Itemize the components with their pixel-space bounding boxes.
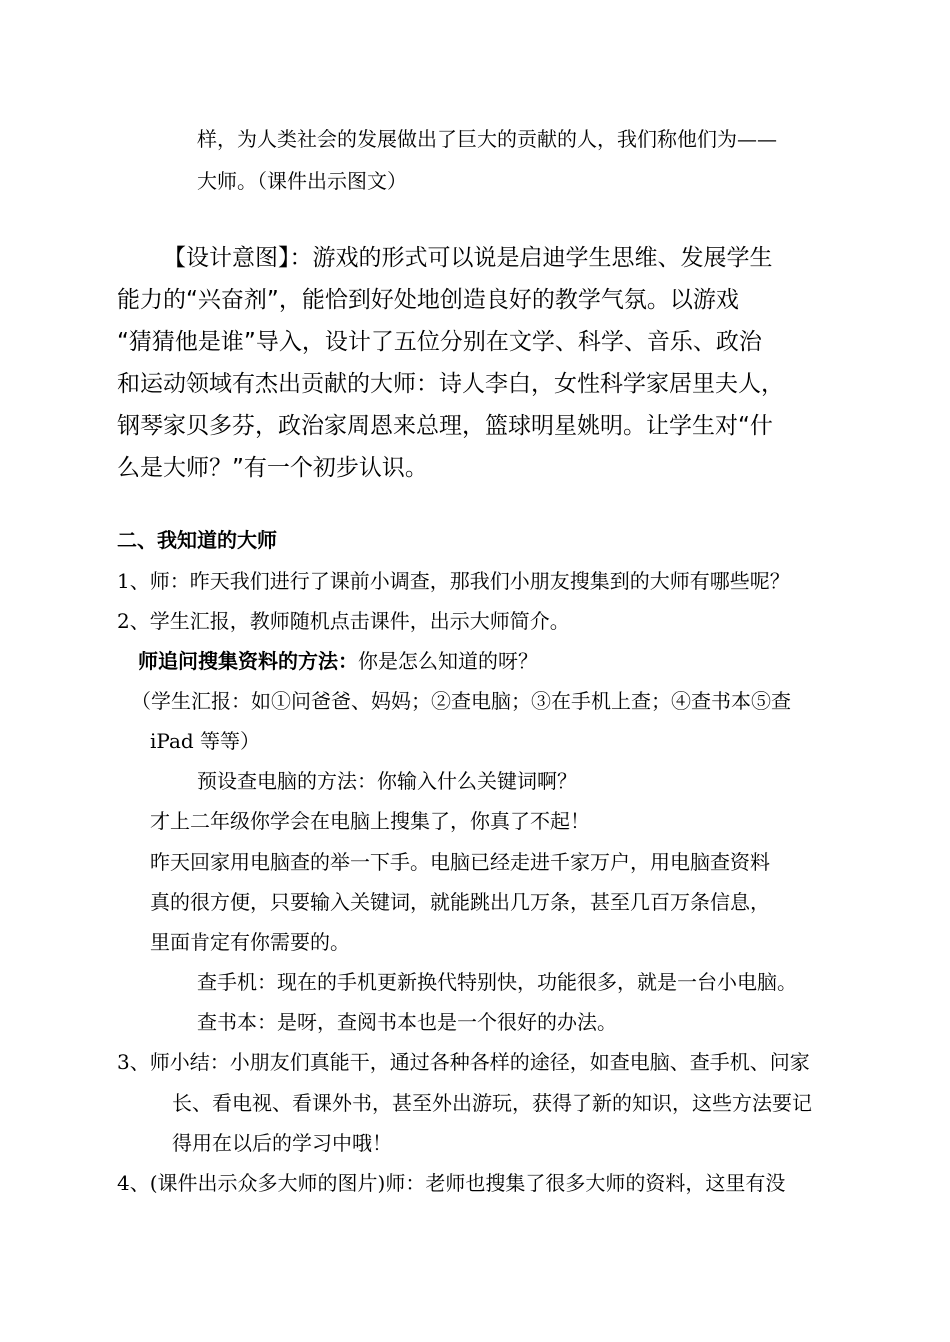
design-intent-line-4: 和运动领域有杰出贡献的大师：诗人李白，女性科学家居里夫人， <box>117 371 784 397</box>
student-report-line-2: iPad 等等） <box>150 729 261 753</box>
intro-line-2: 大师。（课件出示图文） <box>197 169 407 193</box>
intro-line-1: 样，为人类社会的发展做出了巨大的贡献的人，我们称他们为—— <box>197 127 777 151</box>
design-intent-line-5: 钢琴家贝多芬，政治家周恩来总理，篮球明星姚明。让学生对“什 <box>117 413 773 439</box>
item-2: 2、学生汇报，教师随机点击课件，出示大师简介。 <box>117 609 570 633</box>
design-intent-line-3: “猜猜他是谁”导入，设计了五位分别在文学、科学、音乐、政治 <box>117 329 762 355</box>
book-line: 查书本：是呀，查阅书本也是一个很好的办法。 <box>197 1010 617 1034</box>
phone-line: 查手机：现在的手机更新换代特别快，功能很多，就是一台小电脑。 <box>197 970 797 994</box>
yesterday-line-1: 昨天回家用电脑查的举一下手。电脑已经走进千家万户，用电脑查资料 <box>150 850 770 874</box>
method-label: 师追问搜集资料的方法： <box>138 649 358 673</box>
item-1: 1、师：昨天我们进行了课前小调查，那我们小朋友搜集到的大师有哪些呢？ <box>117 569 790 593</box>
item-3-line-3: 得用在以后的学习中哦！ <box>172 1131 392 1155</box>
method-question: 你是怎么知道的呀？ <box>358 649 538 673</box>
yesterday-line-2: 真的很方便，只要输入关键词，就能跳出几万条，甚至几百万条信息， <box>150 890 770 914</box>
design-intent-label: 【设计意图】 <box>163 245 290 271</box>
praise: 才上二年级你学会在电脑上搜集了，你真了不起！ <box>150 809 590 833</box>
item-4: 4、(课件出示众多大师的图片)师：老师也搜集了很多大师的资料，这里有没 <box>117 1171 786 1195</box>
yesterday-line-3: 里面肯定有你需要的。 <box>150 930 350 954</box>
student-report-line-1: （学生汇报：如①问爸爸、妈妈；②查电脑；③在手机上查；④查书本⑤查 <box>131 689 791 713</box>
preset-computer: 预设查电脑的方法：你输入什么关键词啊？ <box>197 769 577 793</box>
section-heading: 二、我知道的大师 <box>117 528 277 552</box>
item-3-line-1: 3、师小结：小朋友们真能干，通过各种各样的途径，如查电脑、查手机、问家 <box>117 1050 810 1074</box>
design-intent-line-2: 能力的“兴奋剂”，能恰到好处地创造良好的教学气氛。以游戏 <box>117 287 739 313</box>
design-intent-text: ：游戏的形式可以说是启迪学生思维、发展学生 <box>289 245 773 271</box>
method-line <box>138 641 538 681</box>
design-intent-line-6: 么是大师？”有一个初步认识。 <box>117 455 428 481</box>
item-3-line-2: 长、看电视、看课外书，甚至外出游玩，获得了新的知识，这些方法要记 <box>172 1091 812 1115</box>
design-intent-line-1 <box>163 234 773 282</box>
